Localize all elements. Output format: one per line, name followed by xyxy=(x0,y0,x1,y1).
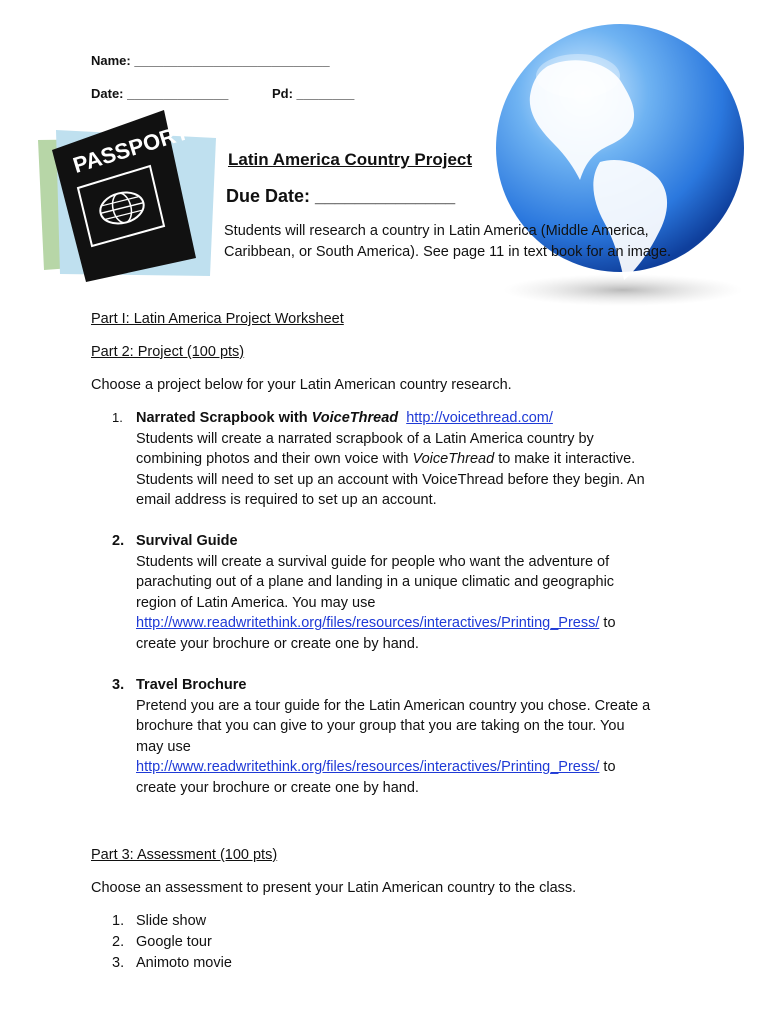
page-title: Latin America Country Project xyxy=(228,150,473,169)
project-3-line-4 xyxy=(136,757,681,778)
project-1-line-1: Students will create a narrated scrapbook of a Latin America country by xyxy=(136,430,594,447)
project-title-1-italic: VoiceThread xyxy=(311,410,399,426)
project-2-after-link: to xyxy=(603,615,616,631)
project-number-1: 1. xyxy=(112,410,123,425)
part3-heading: Part 3: Assessment (100 pts) xyxy=(91,847,278,863)
project-1-line-3: Students will need to set up an account with VoiceThread before they begin. An xyxy=(136,471,645,488)
voicethread-link[interactable]: http://voicethread.com/ xyxy=(406,410,553,426)
choose-assessment-text: Choose an assessment to present your Latin American country to the class. xyxy=(91,880,577,896)
globe-shadow xyxy=(503,274,743,306)
project-title-1: Narrated Scrapbook with xyxy=(136,410,308,426)
due-date: Due Date: ______________ xyxy=(226,186,456,206)
period-field: Pd: ________ xyxy=(272,86,355,101)
globe-icon xyxy=(488,18,753,310)
printing-press-link-2[interactable]: http://www.readwritethink.org/files/resources/interactives/Printing_Press/ xyxy=(136,759,600,775)
project-title-line-1 xyxy=(136,408,681,429)
project-title-2: Survival Guide xyxy=(136,533,238,549)
project-2-line-1: Students will create a survival guide for people who want the adventure of xyxy=(136,553,610,570)
choose-project-text: Choose a project below for your Latin American country research. xyxy=(91,377,512,393)
passport-word: PASSPORT xyxy=(69,119,192,178)
project-2-line-4 xyxy=(136,613,681,634)
assessment-item-3: Animoto movie xyxy=(136,955,232,971)
project-3-line-2: brochure that you can give to your group that you are taking on the tour. You xyxy=(136,718,625,734)
intro-paragraph xyxy=(224,221,744,263)
assessment-number-3: 3. xyxy=(112,955,125,971)
assessment-number-2: 2. xyxy=(112,934,125,950)
part2-heading: Part 2: Project (100 pts) xyxy=(91,344,245,360)
assessment-number-1: 1. xyxy=(112,913,125,929)
project-3-line-1: Pretend you are a tour guide for the Latin American country you chose. Create a xyxy=(136,697,651,714)
printing-press-link-1[interactable]: http://www.readwritethink.org/files/resources/interactives/Printing_Press/ xyxy=(136,615,600,631)
globe-highlight xyxy=(536,54,620,98)
project-item-2 xyxy=(136,531,681,654)
project-number-3: 3. xyxy=(112,677,125,693)
intro-line-2: Caribbean, or South America). See page 11 in text book for an image. xyxy=(224,244,672,260)
project-item-3 xyxy=(136,675,681,798)
project-1-line-4: email address is required to set up an account. xyxy=(136,492,437,508)
project-title-3: Travel Brochure xyxy=(136,677,247,693)
intro-line-1: Students will research a country in Latin America (Middle America, xyxy=(224,223,649,239)
name-field: Name: ___________________________ xyxy=(91,53,330,68)
project-number-2: 2. xyxy=(112,533,125,549)
project-3-after-link: to xyxy=(603,759,616,775)
part1-heading: Part I: Latin America Project Worksheet xyxy=(91,311,344,327)
project-1-line-2-italic: VoiceThread xyxy=(412,451,495,467)
assessment-item-1: Slide show xyxy=(136,913,207,929)
project-2-line-2: parachuting out of a plane and landing in a unique climatic and geographic xyxy=(136,574,615,590)
passport-icon xyxy=(30,108,220,283)
project-2-line-5: create your brochure or create one by hand. xyxy=(136,635,419,652)
project-1-line-2a: combining photos and their own voice with xyxy=(136,451,409,467)
project-3-line-5: create your brochure or create one by hand. xyxy=(136,779,419,796)
assessment-item-2: Google tour xyxy=(136,934,212,950)
project-2-line-3: region of Latin America. You may use xyxy=(136,594,376,611)
project-3-line-3: may use xyxy=(136,738,191,755)
project-1-line-2 xyxy=(136,449,681,470)
project-1-line-2b: to make it interactive. xyxy=(498,451,636,467)
project-item-1 xyxy=(136,408,681,511)
date-field: Date: ______________ xyxy=(91,86,229,101)
